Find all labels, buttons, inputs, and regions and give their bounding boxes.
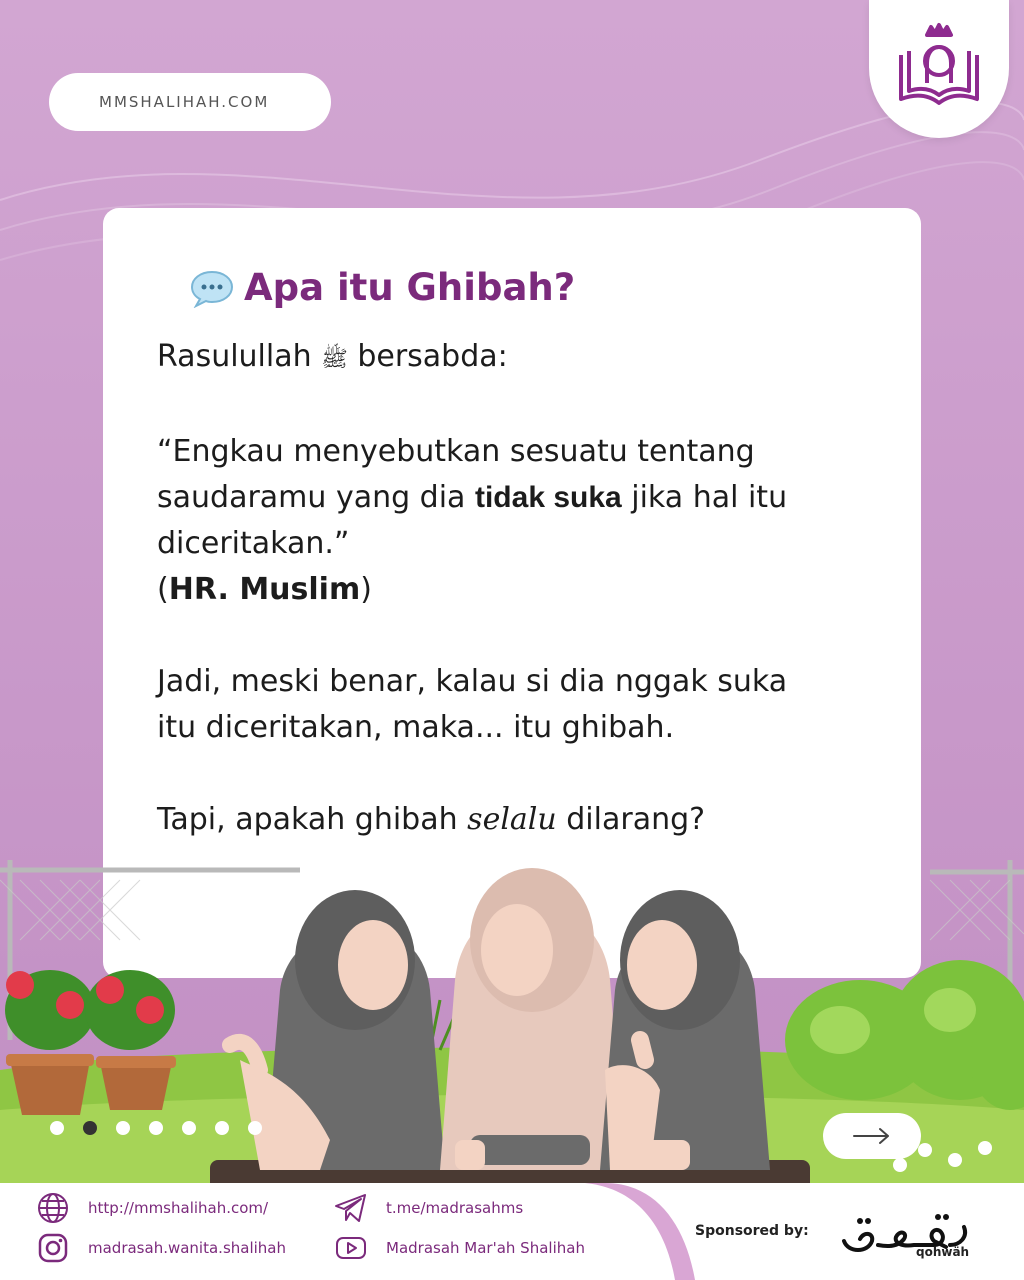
card-title-row — [190, 266, 575, 309]
hadith-quote — [157, 429, 897, 567]
telegram-link[interactable]: t.me/madrasahms — [386, 1199, 524, 1217]
intro-line — [157, 334, 897, 383]
website-link[interactable]: http://mmshalihah.com/ — [88, 1199, 269, 1217]
youtube-channel[interactable]: Madrasah Mar'ah Shalihah — [386, 1239, 585, 1257]
pagination-dots — [50, 1121, 262, 1135]
source-open-paren: ( — [157, 572, 169, 607]
pagination-dot[interactable] — [182, 1121, 196, 1135]
globe-icon — [36, 1191, 70, 1225]
footer-website[interactable] — [36, 1191, 268, 1225]
arrow-right-icon — [852, 1126, 892, 1146]
salawat-glyph: ﷺ — [321, 347, 348, 372]
intro-prefix: Rasulullah — [157, 339, 312, 374]
question-line — [157, 797, 897, 843]
telegram-icon — [334, 1191, 368, 1225]
source-close-paren: ) — [360, 572, 372, 607]
hadith-source — [157, 567, 897, 613]
card-title: Apa itu Ghibah? — [244, 266, 576, 309]
brand-logo-badge — [869, 0, 1009, 138]
instagram-handle[interactable]: madrasah.wanita.shalihah — [88, 1239, 286, 1257]
sponsor-label: Sponsored by: — [695, 1223, 809, 1239]
pagination-dot[interactable] — [215, 1121, 229, 1135]
instagram-icon — [36, 1231, 70, 1265]
next-button[interactable] — [823, 1113, 921, 1159]
para2-line1: Jadi, meski benar, kalau si dia nggak suka — [157, 664, 788, 699]
intro-suffix: bersabda: — [357, 339, 508, 374]
footer-youtube[interactable] — [334, 1231, 585, 1265]
crowned-book-logo-icon — [887, 21, 991, 117]
quote-part2: jika hal itu diceritakan.” — [157, 480, 788, 561]
footer-bar — [0, 1183, 1024, 1280]
youtube-icon — [334, 1231, 368, 1265]
question-italic: selalu — [467, 802, 557, 837]
footer-instagram[interactable] — [36, 1231, 286, 1265]
sponsor-name: qohwäh — [916, 1245, 970, 1259]
pagination-dot[interactable] — [149, 1121, 163, 1135]
site-url-pill[interactable] — [49, 73, 331, 131]
speech-bubble-icon — [190, 268, 234, 308]
card-body — [157, 334, 897, 843]
footer-decor-swoosh — [585, 1183, 695, 1280]
quote-part1: “Engkau menyebutkan sesuatu tentang saudaramu yang dia — [157, 434, 755, 515]
pagination-dot[interactable] — [116, 1121, 130, 1135]
source-name: HR. Muslim — [168, 572, 361, 607]
pagination-dot[interactable] — [248, 1121, 262, 1135]
pagination-dot[interactable] — [83, 1121, 97, 1135]
pagination-dot[interactable] — [50, 1121, 64, 1135]
site-url-text: MMSHALIHAH.COM — [99, 93, 270, 111]
question-suffix: dilarang? — [566, 802, 706, 837]
para2-line2: itu diceritakan, maka... itu ghibah. — [157, 710, 675, 745]
footer-telegram[interactable] — [334, 1191, 523, 1225]
question-prefix: Tapi, apakah ghibah — [157, 802, 458, 837]
quote-emphasis: tidak suka — [474, 481, 622, 514]
